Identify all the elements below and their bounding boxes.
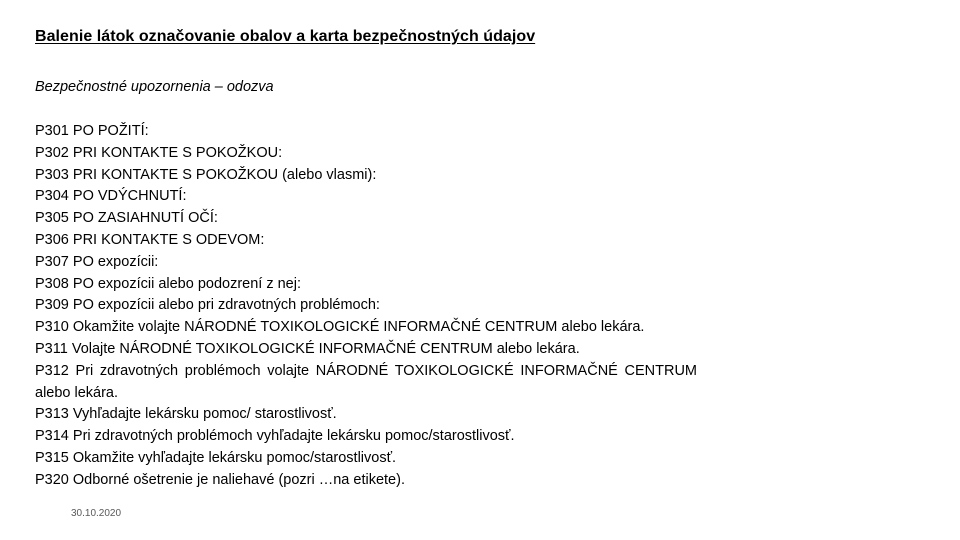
list-item: P311 Volajte NÁRODNÉ TOXIKOLOGICKÉ INFORMAČNÉ CENTRUM alebo lekára. — [35, 340, 580, 357]
list-item: P320 Odborné ošetrenie je naliehavé (pozri …na etikete). — [35, 471, 405, 488]
list-item: P315 Okamžite vyhľadajte lekársku pomoc/starostlivosť. — [35, 449, 397, 466]
precaution-list — [35, 121, 697, 492]
list-item: P302 PRI KONTAKTE S POKOŽKOU: — [35, 144, 283, 161]
list-item: P312 Pri zdravotných problémoch volajte NÁRODNÉ TOXIKOLOGICKÉ INFORMAČNÉ CENTRUM alebo lekára. — [35, 362, 697, 401]
list-item: P301 PO POŽITÍ: — [35, 123, 149, 139]
footer-date: 30.10.2020 — [71, 508, 122, 519]
list-item: P310 Okamžite volajte NÁRODNÉ TOXIKOLOGICKÉ INFORMAČNÉ CENTRUM alebo lekára. — [35, 319, 645, 336]
list-item: P309 PO expozícii alebo pri zdravotných problémoch: — [35, 297, 380, 314]
list-item: P303 PRI KONTAKTE S POKOŽKOU (alebo vlasmi): — [35, 166, 377, 183]
list-item: P308 PO expozícii alebo podozrení z nej: — [35, 275, 301, 292]
list-item: P304 PO VDÝCHNUTÍ: — [35, 188, 187, 205]
list-item: P307 PO expozícii: — [35, 253, 159, 270]
list-item: P314 Pri zdravotných problémoch vyhľadajte lekársku pomoc/starostlivosť. — [35, 428, 515, 445]
slide-title: Balenie látok označovanie obalov a karta bezpečnostných údajov — [35, 28, 536, 45]
slide-subtitle: Bezpečnostné upozornenia – odozva — [35, 79, 274, 95]
list-item: P313 Vyhľadajte lekársku pomoc/ starostlivosť. — [35, 406, 337, 423]
list-item: P306 PRI KONTAKTE S ODEVOM: — [35, 231, 265, 248]
list-item: P305 PO ZASIAHNUTÍ OČÍ: — [35, 210, 218, 227]
